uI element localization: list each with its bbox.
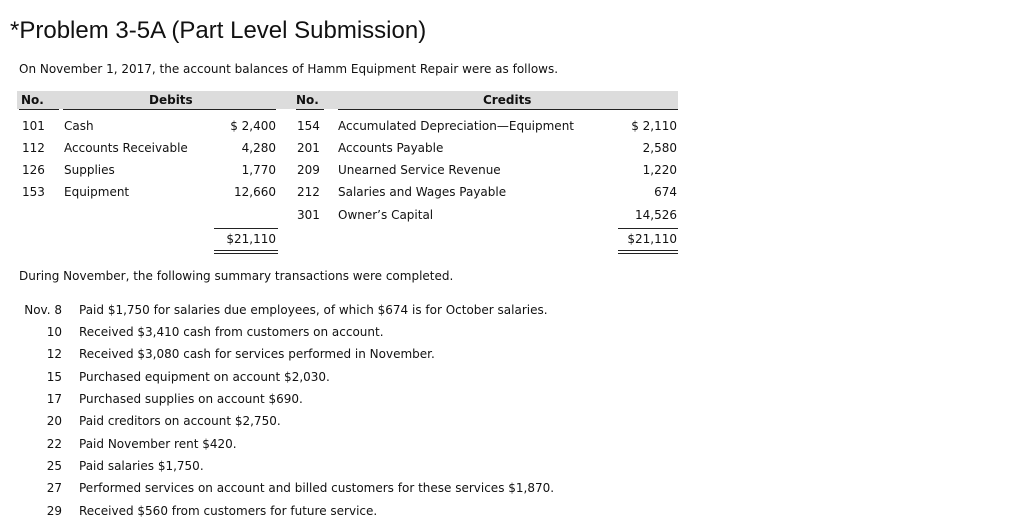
transaction-date: 25: [46, 459, 62, 473]
account-name: Salaries and Wages Payable: [338, 185, 507, 199]
credit-amount: 1,220: [642, 163, 677, 177]
total-rule: [618, 228, 678, 229]
debit-amount: 4,280: [241, 141, 276, 155]
table-header: [17, 91, 678, 109]
total-double-rule: [214, 250, 278, 251]
debit-row: [0, 163, 290, 181]
transaction-row: [19, 303, 679, 321]
transaction-date: 27: [46, 481, 62, 495]
credit-row: [290, 119, 680, 137]
credit-row: [290, 163, 680, 181]
transaction-text: Purchased supplies on account $690.: [79, 392, 303, 406]
debit-amount: $ 2,400: [230, 119, 276, 133]
transaction-text: Received $3,410 cash from customers on account.: [79, 325, 384, 339]
account-number: 301: [297, 208, 320, 222]
transaction-row: [19, 459, 679, 477]
transaction-date: 20: [46, 414, 62, 428]
transaction-date: 12: [46, 347, 62, 361]
transaction-row: [19, 504, 679, 522]
transaction-date: 17: [46, 392, 62, 406]
account-number: 212: [297, 185, 320, 199]
account-name: Accumulated Depreciation—Equipment: [338, 119, 575, 133]
total-double-rule: [214, 253, 278, 254]
account-number: 126: [22, 163, 45, 177]
account-number: 209: [297, 163, 320, 177]
debit-row: [0, 185, 290, 203]
account-name: Supplies: [64, 163, 115, 177]
credit-amount: $ 2,110: [631, 119, 677, 133]
total-rule: [214, 228, 278, 229]
account-name: Unearned Service Revenue: [338, 163, 501, 177]
transaction-row: [19, 437, 679, 455]
intro-text: On November 1, 2017, the account balances of Hamm Equipment Repair were as follows.: [19, 62, 559, 76]
credit-row: [290, 185, 680, 203]
credit-total: $21,110: [627, 232, 677, 246]
total-double-rule: [618, 250, 678, 251]
transaction-text: Paid $1,750 for salaries due employees, of which $674 is for October salaries.: [79, 303, 548, 317]
credit-row: [290, 208, 680, 226]
transaction-text: Purchased equipment on account $2,030.: [79, 370, 330, 384]
header-rule: [338, 109, 678, 110]
debit-total: $21,110: [226, 232, 276, 246]
account-name: Accounts Receivable: [64, 141, 188, 155]
transaction-text: Paid creditors on account $2,750.: [79, 414, 281, 428]
credit-amount: 14,526: [635, 208, 677, 222]
transaction-row: [19, 392, 679, 410]
account-name: Accounts Payable: [338, 141, 444, 155]
header-debits: Debits: [149, 93, 193, 107]
transaction-date: 29: [46, 504, 62, 518]
account-number: 201: [297, 141, 320, 155]
account-name: Cash: [64, 119, 94, 133]
transaction-text: Paid salaries $1,750.: [79, 459, 204, 473]
transactions-intro: During November, the following summary transactions were completed.: [19, 269, 454, 283]
transaction-text: Received $3,080 cash for services performed in November.: [79, 347, 435, 361]
header-no-credit: No.: [296, 93, 319, 107]
header-rule: [19, 109, 59, 110]
header-credits: Credits: [483, 93, 532, 107]
debit-row: [0, 141, 290, 159]
header-rule: [296, 109, 324, 110]
transaction-text: Performed services on account and billed customers for these services $1,870.: [79, 481, 555, 495]
transaction-date: 10: [46, 325, 62, 339]
transaction-text: Received $560 from customers for future service.: [79, 504, 378, 518]
header-no-debit: No.: [21, 93, 44, 107]
account-number: 112: [22, 141, 45, 155]
transaction-row: [19, 325, 679, 343]
debit-row: [0, 119, 290, 137]
transaction-date: 15: [46, 370, 62, 384]
credit-amount: 674: [654, 185, 677, 199]
debit-amount: 1,770: [241, 163, 276, 177]
credit-amount: 2,580: [642, 141, 677, 155]
header-rule: [63, 109, 276, 110]
problem-title: *Problem 3-5A (Part Level Submission): [10, 17, 427, 44]
transaction-date: Nov. 8: [24, 303, 62, 317]
account-name: Equipment: [64, 185, 130, 199]
transaction-date: 22: [46, 437, 62, 451]
transaction-text: Paid November rent $420.: [79, 437, 237, 451]
transaction-row: [19, 347, 679, 365]
transaction-row: [19, 414, 679, 432]
credit-row: [290, 141, 680, 159]
debit-amount: 12,660: [234, 185, 276, 199]
transaction-row: [19, 370, 679, 388]
total-double-rule: [618, 253, 678, 254]
account-number: 154: [297, 119, 320, 133]
account-number: 153: [22, 185, 45, 199]
transaction-row: [19, 481, 679, 499]
account-name: Owner’s Capital: [338, 208, 434, 222]
account-number: 101: [22, 119, 45, 133]
